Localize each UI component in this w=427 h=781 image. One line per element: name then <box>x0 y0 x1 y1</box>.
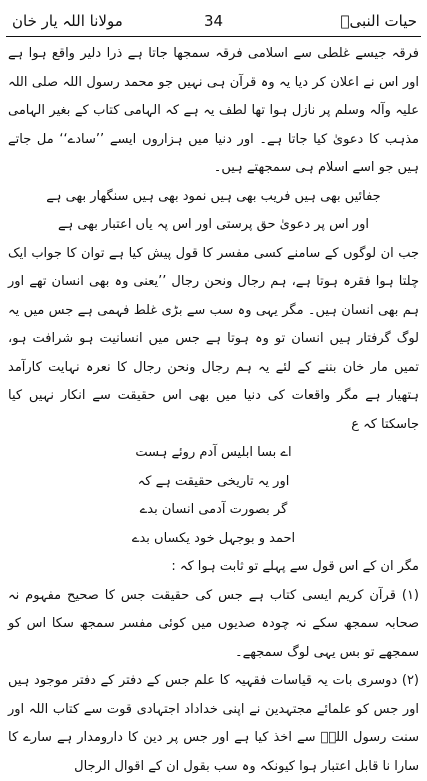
paragraph: مگر ان کے اس قول سے پہلے تو ثابت ہوا کہ : <box>171 559 419 574</box>
verse-line: اور یہ تاریخی حقیقت ہے کہ <box>137 473 290 489</box>
numbered-paragraph: (۲) دوسری بات یہ قیاسات فقہیہ کا علم جس کے دفتر کے دفتر موجود ہیں اور جس کو علمائے مجتہدین نے اپنی خداداد اجتہادی قوت سے کتاب اللہ اور سنت رسول اللہؐ سے اخذ کیا ہے اور جس پر دین کا دارومدار ہے سارے کا سارا نا قابل اعتبار ہوا کیونکہ وہ سب بقول ان کے اقوال الرجال <box>8 673 419 774</box>
verse-line: جفائیں بھی ہیں فریب بھی ہیں نمود بھی ہیں سنگھار بھی ہے <box>46 188 381 204</box>
running-header <box>0 0 427 38</box>
header-author: مولانا اللہ یار خان <box>12 12 123 30</box>
page-body <box>8 40 419 781</box>
header-divider <box>6 36 421 37</box>
verse-line: گر بصورت آدمی انسان بدے <box>139 502 288 517</box>
verse-line: اے بسا ابلیس آدم روئے ہست <box>135 445 292 460</box>
paragraph: فرقہ جیسے غلطی سے اسلامی فرقہ سمجھا جاتا ہے ذرا دلیر واقع ہوا ہے اور اس نے اعلان کر دیا یہ وہ قرآن ہی نہیں جو محمد رسول اللہ صلی اللہ علیہ وآلہ وسلم پر نازل ہوا تھا لطف یہ ہے کہ الہامی کتاب کے بغیر الہامی مذہب کا دعویٰ کیا جاتا ہے۔ اور دنیا میں ہزاروں ایسے ’’سادے‘‘ مل جاتے ہیں جو اسے اسلام ہی سمجھتے ہیں۔ <box>8 46 419 175</box>
paragraph: جب ان لوگوں کے سامنے کسی مفسر کا قول پیش کیا ہے توان کا جواب ایک چلتا ہوا فقرہ ہوتا ہے، ہم رجال ونحن رجال ’’یعنی وہ بھی انسان تھے اور ہم بھی انسان ہیں۔ مگر یہی وہ سب سے بڑی غلط فہمی ہے جس میں یہ لوگ گرفتار ہیں انسان تو وہ ہوتا ہے جس میں انسانیت ہو شرافت ہو، تمیں مار خان بننے کے لئے یہ ہم رجال ونحن رجال کا نعرہ نہایت کارآمد ہتھیار ہے مگر واقعات کی دنیا میں بھی اس حقیقت سے انکار نہیں کیا جاسکتا کہ ع <box>8 245 419 432</box>
header-book-title: حیات النبیؐ <box>340 12 417 30</box>
verse-line: احمد و بوجہل خود یکساں بدے <box>131 530 296 546</box>
numbered-paragraph: (۱) قرآن کریم ایسی کتاب ہے جس کی حقیقت جس کا صحیح مفہوم نہ صحابہ سمجھ سکے نہ چودہ صدیوں میں کوئی مفسر سمجھ سکا اس کو سمجھے تو بس یہی لوگ سمجھے۔ <box>8 587 419 660</box>
verse-line: اور اس پر دعویٰ حق پرستی اور اس پہ یاں اعتبار بھی ہے <box>58 217 369 232</box>
page-number: 34 <box>203 12 224 30</box>
